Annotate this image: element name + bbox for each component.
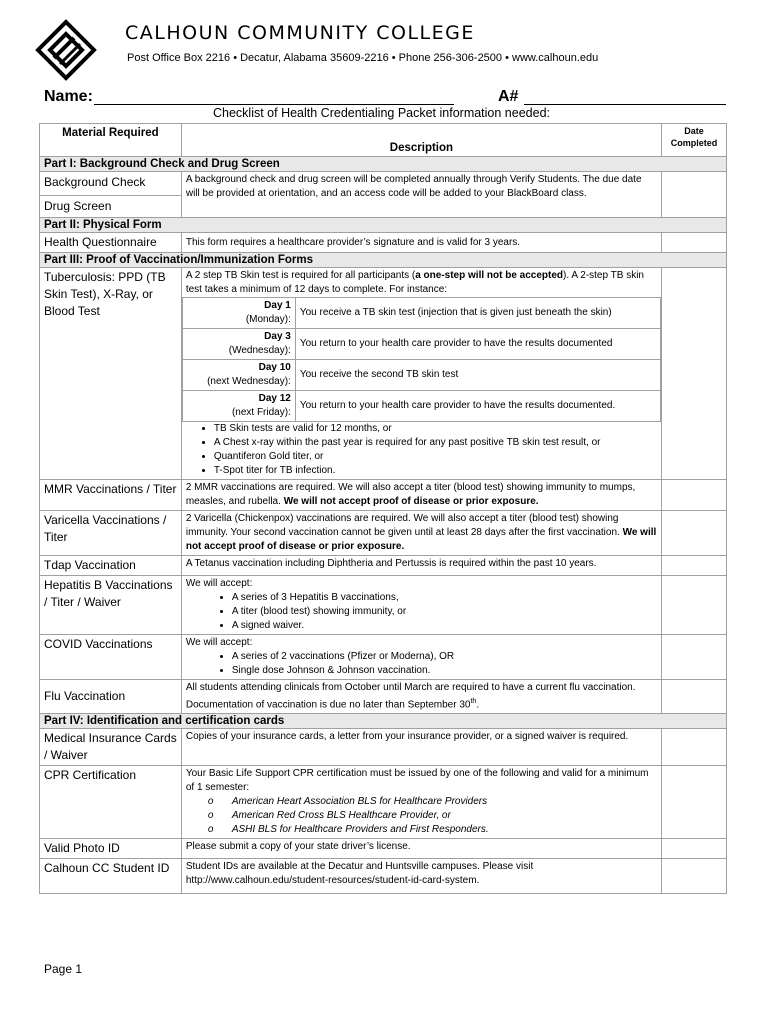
day-text: You return to your health care provider to have the results documented.: [295, 391, 660, 422]
varicella-description: [181, 511, 661, 556]
part-3-heading: Part III: Proof of Vaccination/Immunization Forms: [40, 253, 727, 268]
list-item: • A series of 2 vaccinations (Pfizer or Moderna), OR: [232, 650, 657, 664]
student-id-description: Student IDs are available at the Decatur and Huntsville campuses. Please visit http://www.calhoun.edu/student-resources/student-id-card-system.: [181, 859, 661, 894]
tdap-description: A Tetanus vaccination including Diphtheria and Pertussis is required within the past 10 years.: [181, 556, 661, 576]
flu-text: All students attending clinicals from October until March are required to have a current flu vaccination. Documentation of vaccination is due no later than September 30: [185, 682, 636, 711]
cpr-providers-list: [186, 795, 657, 837]
date-hepb[interactable]: [662, 576, 727, 635]
col-date: Date Completed: [662, 124, 727, 157]
hepb-label: Hepatitis B Vaccinations / Titer / Waiver: [40, 576, 182, 635]
date-medical-insurance[interactable]: [662, 729, 727, 766]
list-item: • A titer (blood test) showing immunity, or: [232, 605, 657, 619]
day-when: (Monday):: [245, 314, 291, 325]
part-1-heading: Part I: Background Check and Drug Screen: [40, 157, 727, 172]
student-id-label: Calhoun CC Student ID: [40, 859, 182, 894]
list-item: • A Chest x-ray within the past year is required for any past positive TB skin test result, or: [214, 436, 657, 450]
college-name: CALHOUN COMMUNITY COLLEGE: [125, 22, 475, 44]
list-item: • A series of 3 Hepatitis B vaccinations,: [232, 591, 657, 605]
mmr-bold-text: We will not accept proof of disease or prior exposure.: [283, 496, 539, 507]
col-description: Description: [181, 124, 661, 157]
list-item: • Quantiferon Gold titer, or: [214, 450, 657, 464]
tb-intro-2: ). A 2-step TB skin test takes a minimum of 12 days to complete. For instance:: [185, 270, 644, 295]
a-number-field[interactable]: [524, 104, 726, 105]
tb-schedule: [182, 297, 661, 422]
cpr-label: CPR Certification: [40, 766, 182, 839]
covid-label: COVID Vaccinations: [40, 635, 182, 680]
day-text: You receive the second TB skin test: [295, 360, 660, 391]
part-4-heading: Part IV: Identification and certification cards: [40, 714, 727, 729]
col-material: Material Required: [40, 124, 182, 157]
part-2-heading: Part II: Physical Form: [40, 218, 727, 233]
page-number: Page 1: [44, 962, 83, 976]
date-flu[interactable]: [662, 680, 727, 714]
date-tb[interactable]: [662, 268, 727, 480]
day-label: Day 1: [264, 300, 291, 311]
tb-day-row: [182, 329, 660, 360]
flu-sup: th: [470, 698, 477, 705]
day-when: (next Friday):: [231, 407, 291, 418]
accept-label: We will accept:: [185, 637, 253, 648]
date-covid[interactable]: [662, 635, 727, 680]
list-item: • TB Skin tests are valid for 12 months, or: [214, 422, 657, 436]
name-label: Name:: [44, 88, 93, 105]
tb-day-row: [182, 360, 660, 391]
mmr-description: [181, 480, 661, 511]
list-item: o American Heart Association BLS for Healthcare Providers: [208, 795, 657, 809]
day-text: You return to your health care provider to have the results documented: [295, 329, 660, 360]
day-when: (next Wednesday):: [207, 376, 291, 387]
tb-day-row: [182, 298, 660, 329]
background-check-label: Background Check: [40, 172, 181, 196]
flu-text-end: .: [476, 699, 480, 711]
background-description: A background check and drug screen will be completed annually through Verify Students. The due date will be provided at orientation, and an access code will be added to your BlackBoard class.: [181, 172, 661, 218]
varicella-bold-text: We will not accept proof of disease or prior exposure.: [185, 527, 657, 552]
covid-description: [181, 635, 661, 680]
calhoun-logo: [34, 18, 98, 82]
college-address: Post Office Box 2216 • Decatur, Alabama 35609-2216 • Phone 256-306-2500 • www.calhoun.edu: [127, 52, 599, 64]
photo-id-label: Valid Photo ID: [40, 839, 182, 859]
mmr-text: 2 MMR vaccinations are required. We will also accept a titer (blood test) showing immunity to mumps, measles, and rubella.: [185, 482, 636, 507]
checklist-table: [39, 123, 727, 894]
list-item: • T-Spot titer for TB infection.: [214, 464, 657, 478]
day-text: You receive a TB skin test (injection that is given just beneath the skin): [295, 298, 660, 329]
day-label: Day 10: [258, 362, 291, 373]
drug-screen-label: Drug Screen: [44, 199, 112, 213]
day-label: Day 3: [264, 331, 291, 342]
flu-label: Flu Vaccination: [40, 680, 182, 714]
date-student-id[interactable]: [662, 859, 727, 894]
tb-label: Tuberculosis: PPD (TB Skin Test), X-Ray, or Blood Test: [40, 268, 182, 480]
varicella-label: Varicella Vaccinations / Titer: [40, 511, 182, 556]
list-item: o ASHI BLS for Healthcare Providers and First Responders.: [208, 823, 657, 837]
date-cpr[interactable]: [662, 766, 727, 839]
tb-day-row: [182, 391, 660, 422]
date-mmr[interactable]: [662, 480, 727, 511]
mmr-label: MMR Vaccinations / Titer: [40, 480, 182, 511]
tdap-label: Tdap Vaccination: [40, 556, 182, 576]
date-photo-id[interactable]: [662, 839, 727, 859]
hepb-options-list: [186, 591, 657, 633]
accept-label: We will accept:: [185, 578, 253, 589]
day-when: (Wednesday):: [228, 345, 291, 356]
photo-id-description: Please submit a copy of your state driver’s license.: [181, 839, 661, 859]
health-description: This form requires a healthcare provider’s signature and is valid for 3 years.: [181, 233, 661, 253]
list-item: • A signed waiver.: [232, 619, 657, 633]
tb-options-list: [186, 422, 657, 478]
date-varicella[interactable]: [662, 511, 727, 556]
name-field[interactable]: [94, 104, 454, 105]
a-number-label: A#: [498, 88, 519, 105]
cpr-text: Your Basic Life Support CPR certification must be issued by one of the following and valid for a minimum of 1 semester:: [185, 768, 649, 794]
date-health[interactable]: [662, 233, 727, 253]
list-item: • Single dose Johnson & Johnson vaccination.: [232, 664, 657, 678]
hepb-description: [181, 576, 661, 635]
flu-description: [181, 680, 661, 714]
date-tdap[interactable]: [662, 556, 727, 576]
health-questionnaire-label: Health Questionnaire: [40, 233, 182, 253]
day-label: Day 12: [258, 393, 291, 404]
tb-intro-1: A 2 step TB Skin test is required for all participants (: [185, 270, 416, 281]
tb-intro-bold: a one-step will not be accepted: [415, 270, 564, 281]
list-item: o American Red Cross BLS Healthcare Provider, or: [208, 809, 657, 823]
date-background[interactable]: [662, 172, 727, 218]
cpr-description: [181, 766, 661, 839]
medical-insurance-description: Copies of your insurance cards, a letter from your insurance provider, or a signed waiver is required.: [181, 729, 661, 766]
varicella-text: 2 Varicella (Chickenpox) vaccinations are required. We will also accept a titer (blood test) showing immunity. Your second vaccination cannot be given until at least 28 days after the first vaccination.: [185, 513, 623, 538]
covid-options-list: [186, 650, 657, 678]
tb-description: [181, 268, 661, 480]
medical-insurance-label: Medical Insurance Cards / Waiver: [40, 729, 182, 766]
checklist-title: Checklist of Health Credentialing Packet information needed:: [213, 106, 550, 120]
